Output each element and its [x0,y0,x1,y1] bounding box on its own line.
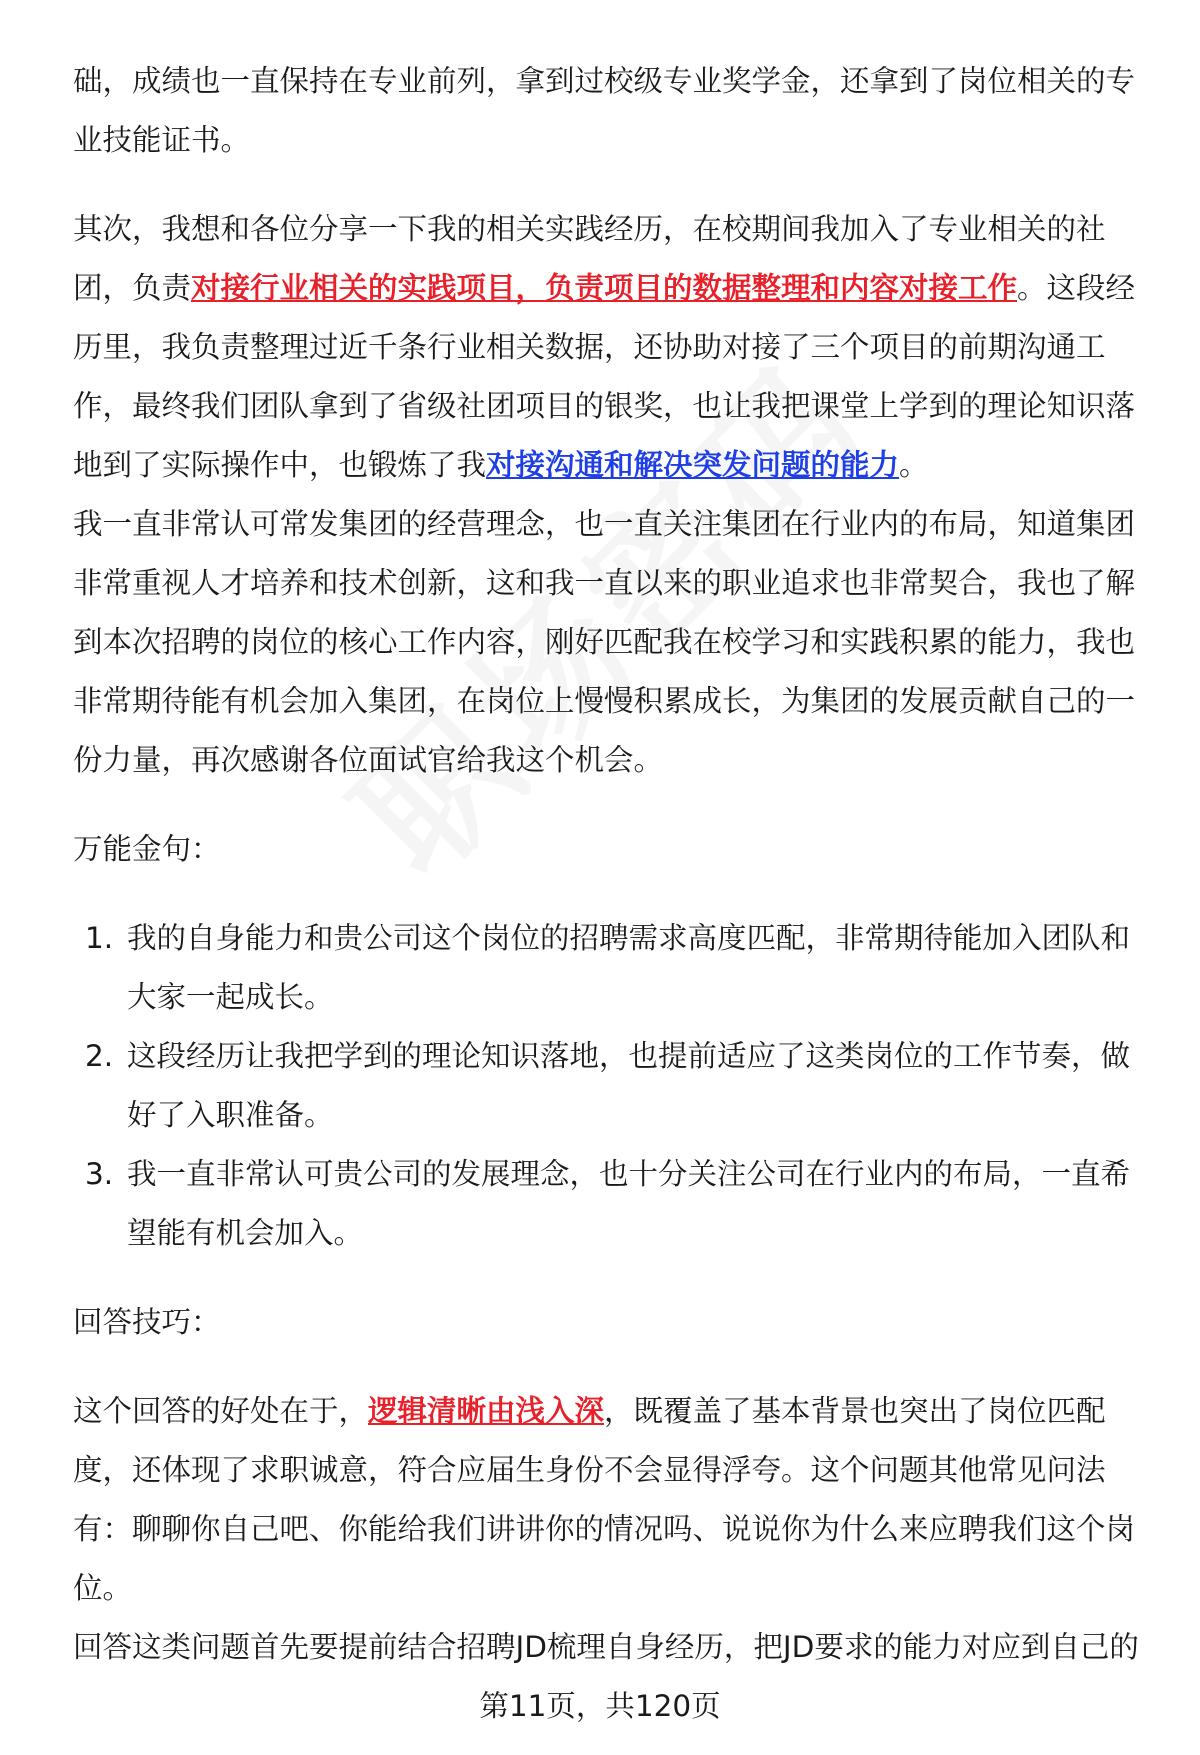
golden-sentences-title: 万能金句： [73,832,221,866]
list-number: 3. [85,1157,114,1191]
list-text: 我一直非常认可贵公司的发展理念，也十分关注公司在行业内的布局，一直希望能有机会加入。 [127,1157,1131,1250]
list-number: 2. [85,1039,114,1073]
paragraph-1: 础，成绩也一直保持在专业前列，拿到过校级专业奖学金，还拿到了岗位相关的专业技能证书。 [73,64,1136,157]
paragraph-5: 回答这类问题首先要提前结合招聘JD梳理自身经历，把JD要求的能力对应到自己的 [73,1630,1139,1664]
highlight-red-logic: 逻辑清晰由浅入深 [368,1394,605,1428]
page-number: 第11页，共120页 [479,1689,721,1723]
p2-text-a: 其次，我想和各位分享一下我的相关实践经历，在校期间我加入了专业相关的社团，负责 [73,212,1106,305]
document-body [73,52,1153,1677]
list-item [73,909,1153,1027]
list-item [73,1027,1153,1145]
list-text: 我的自身能力和贵公司这个岗位的招聘需求高度匹配，非常期待能加入团队和大家一起成长。 [127,921,1131,1014]
p2-text-e: 。 [899,448,929,482]
p2-text-c: 。这段经历里，我负责整理过近千条行业相关数据，还协助对接了三个项目的前期沟通工作，最终我们团队拿到了省级社团项目的银奖，也让我把课堂上学到的理论知识落地到了实际操作中，也锻炼了我 [73,271,1136,482]
p4-text-a: 这个回答的好处在于， [73,1394,369,1428]
answer-tips-title: 回答技巧： [73,1305,221,1339]
golden-sentences-list [73,909,1153,1263]
p4-text-c: ，既覆盖了基本背景也突出了岗位匹配度，还体现了求职诚意，符合应届生身份不会显得浮夸。这个问题其他常见问法有：聊聊你自己吧、你能给我们讲讲你的情况吗、说说你为什么来应聘我们这个岗位。 [73,1394,1136,1605]
highlight-blue-ability: 对接沟通和解决突发问题的能力 [486,448,900,482]
list-item [73,1145,1153,1263]
list-text: 这段经历让我把学到的理论知识落地，也提前适应了这类岗位的工作节奏，做好了入职准备。 [127,1039,1131,1132]
paragraph-4 [73,1382,1153,1618]
list-number: 1. [85,921,114,955]
paragraph-2 [73,200,1153,495]
highlight-red-practice: 对接行业相关的实践项目，负责项目的数据整理和内容对接工作 [191,271,1018,305]
paragraph-3: 我一直非常认可常发集团的经营理念，也一直关注集团在行业内的布局，知道集团非常重视人才培养和技术创新，这和我一直以来的职业追求也非常契合，我也了解到本次招聘的岗位的核心工作内容，刚好匹配我在校学习和实践积累的能力，我也非常期待能有机会加入集团，在岗位上慢慢积累成长，为集团的发展贡献自己的一份力量，再次感谢各位面试官给我这个机会。 [73,507,1136,777]
